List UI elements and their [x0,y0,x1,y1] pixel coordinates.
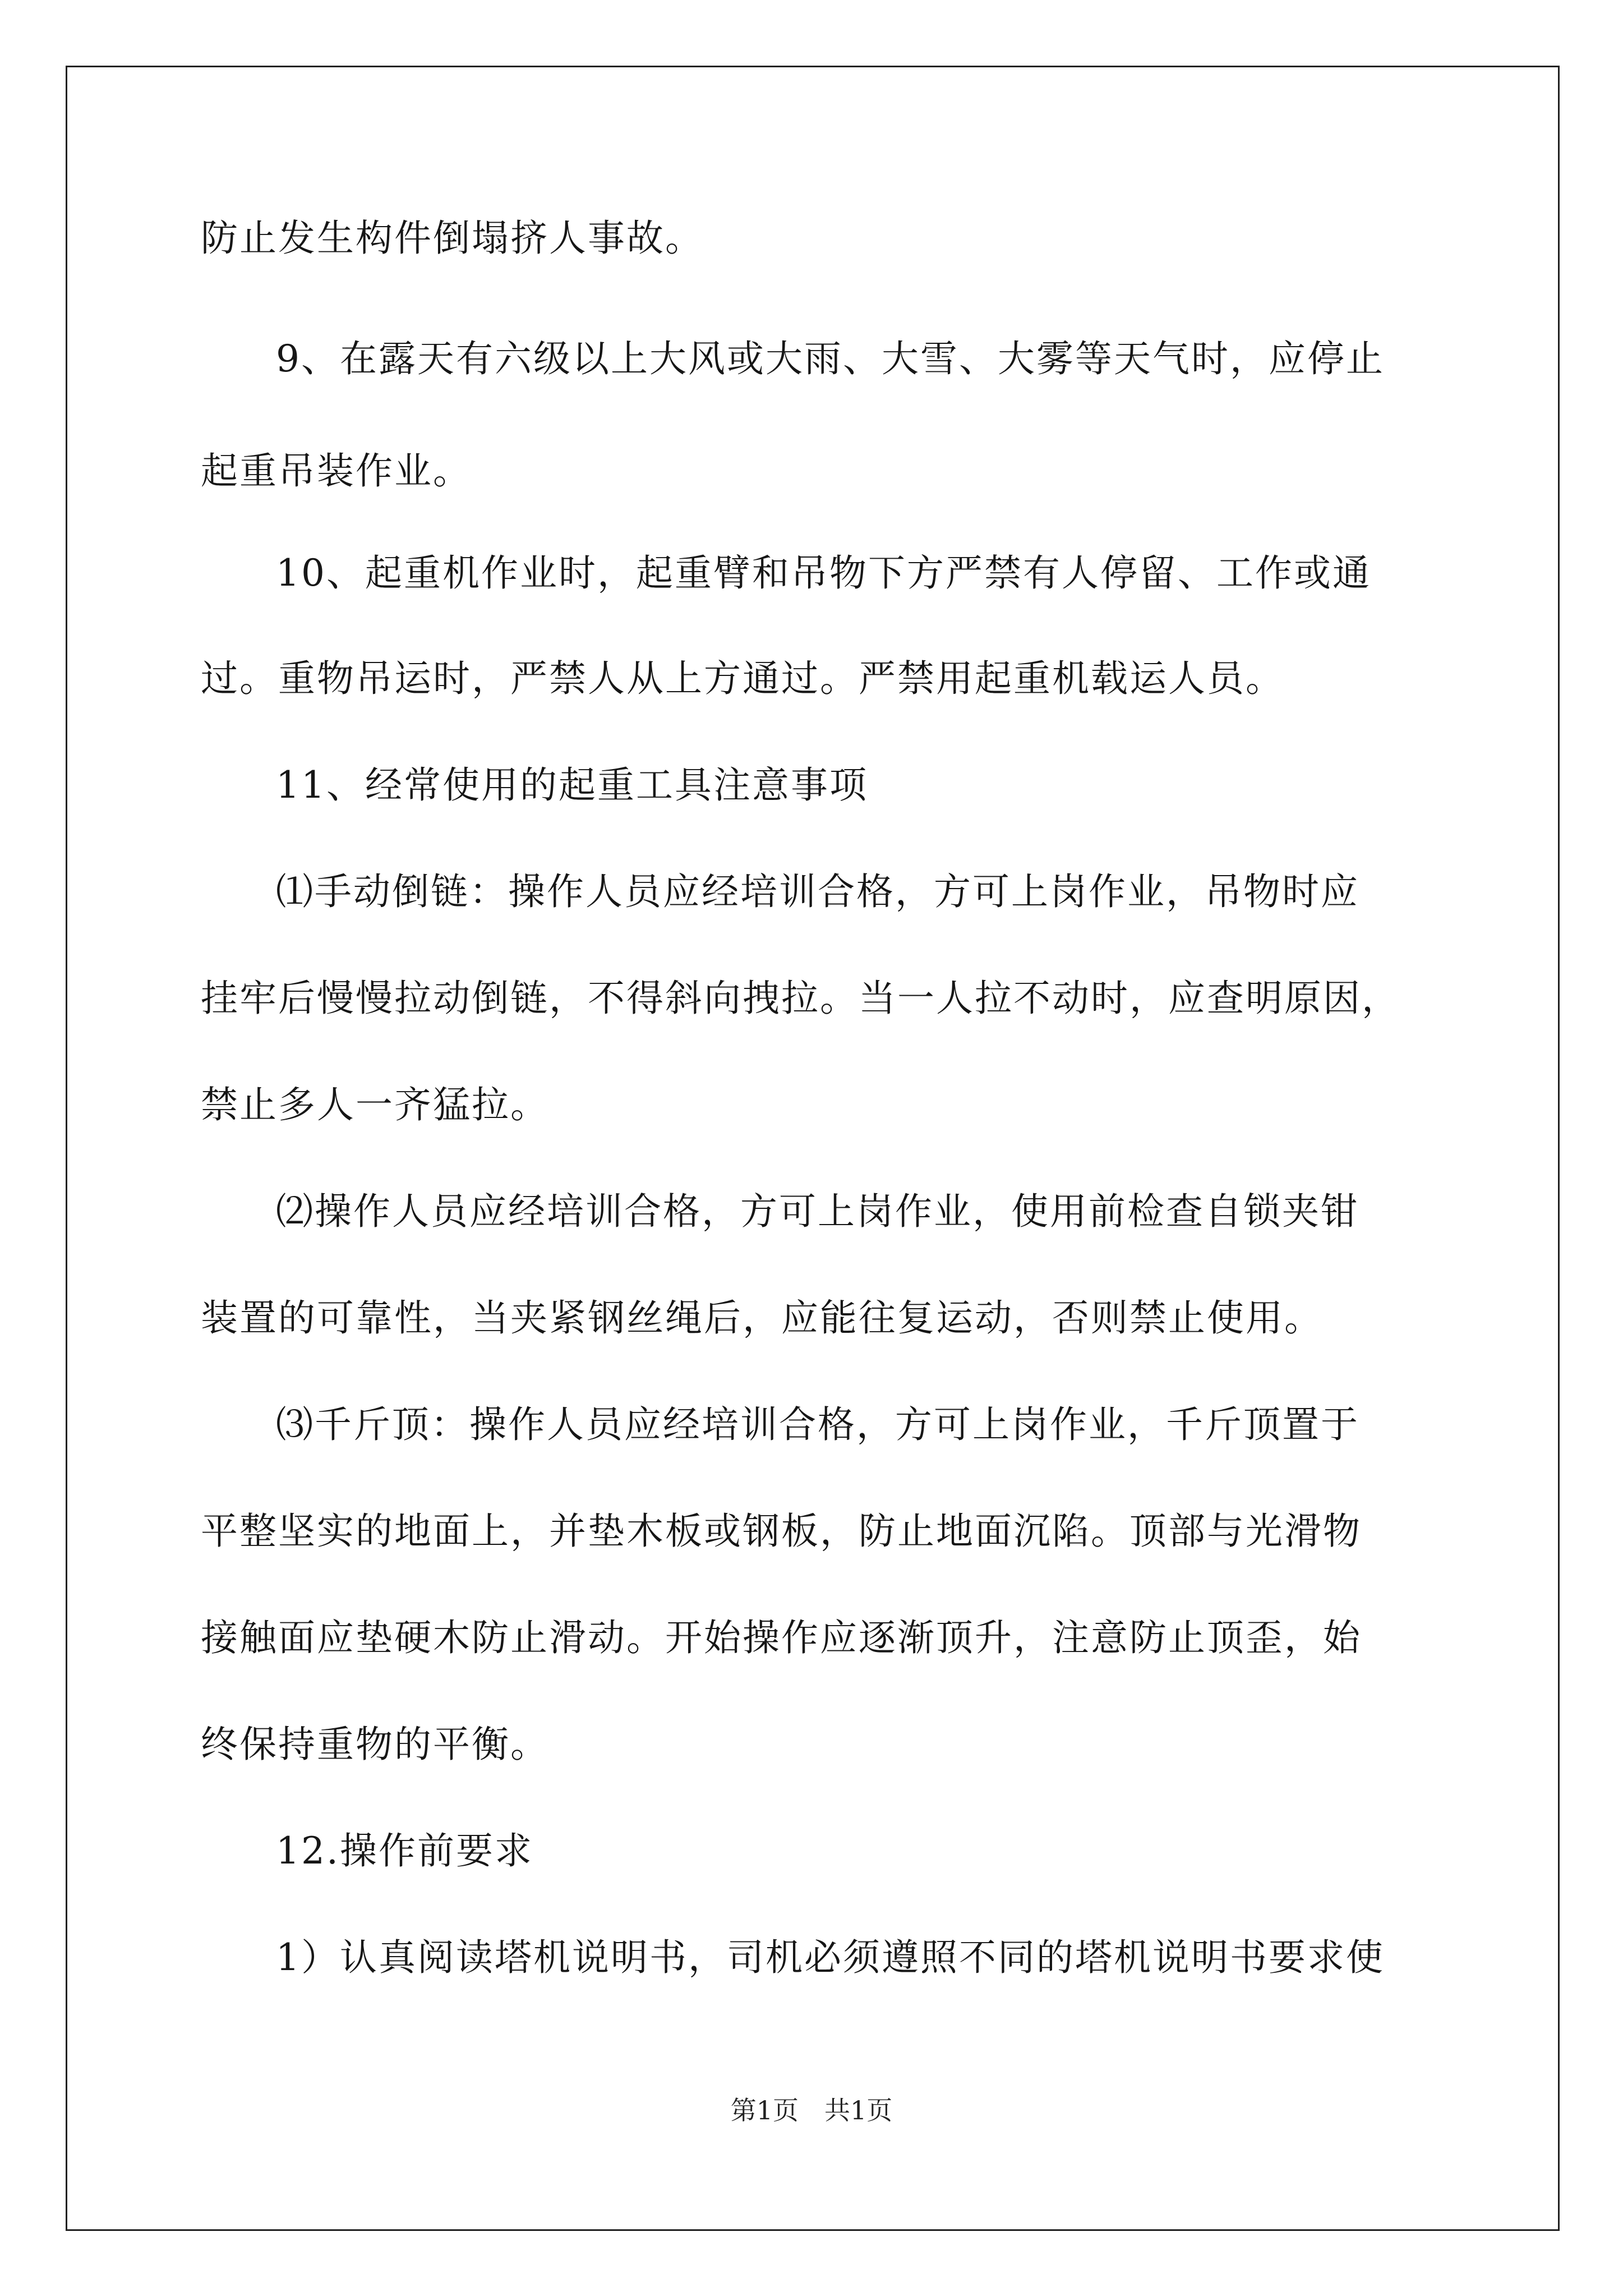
text-line: 过。重物吊运时，严禁人从上方通过。严禁用起重机载运人员。 [201,657,1284,700]
text-line: 终保持重物的平衡。 [201,1723,549,1766]
text-line: ⑵操作人员应经培训合格，方可上岗作业，使用前检查自锁夹钳 [276,1190,1359,1233]
page-border [66,66,1560,2231]
text-line: 9、在露天有六级以上大风或大雨、大雪、大雾等天气时，应停止 [276,337,1385,380]
text-line: 1）认真阅读塔机说明书，司机必须遵照不同的塔机说明书要求使 [276,1936,1385,1979]
text-line: 装置的可靠性，当夹紧钢丝绳后，应能往复运动，否则禁止使用。 [201,1296,1323,1340]
text-line: 禁止多人一齐猛拉。 [201,1083,549,1126]
text-line: ⑶千斤顶：操作人员应经培训合格，方可上岗作业，千斤顶置于 [276,1403,1359,1446]
text-line: 11、经常使用的起重工具注意事项 [276,763,868,807]
text-line: 接触面应垫硬木防止滑动。开始操作应逐渐顶升，注意防止顶歪，始 [201,1616,1362,1659]
text-line: 挂牢后慢慢拉动倒链，不得斜向拽拉。当一人拉不动时，应查明原因， [201,977,1400,1020]
page-total: 共1页 [824,2095,893,2125]
page-number: 第1页 [730,2095,799,2125]
text-line: 起重吊装作业。 [201,449,472,493]
text-line: 12.操作前要求 [276,1829,533,1872]
page-footer [0,2093,1623,2127]
text-line: 平整坚实的地面上，并垫木板或钢板，防止地面沉陷。顶部与光滑物 [201,1510,1362,1553]
text-line: 防止发生构件倒塌挤人事故。 [201,217,704,260]
text-line: ⑴手动倒链：操作人员应经培训合格，方可上岗作业，吊物时应 [276,870,1359,913]
text-line: 10、起重机作业时，起重臂和吊物下方严禁有人停留、工作或通 [276,551,1371,595]
